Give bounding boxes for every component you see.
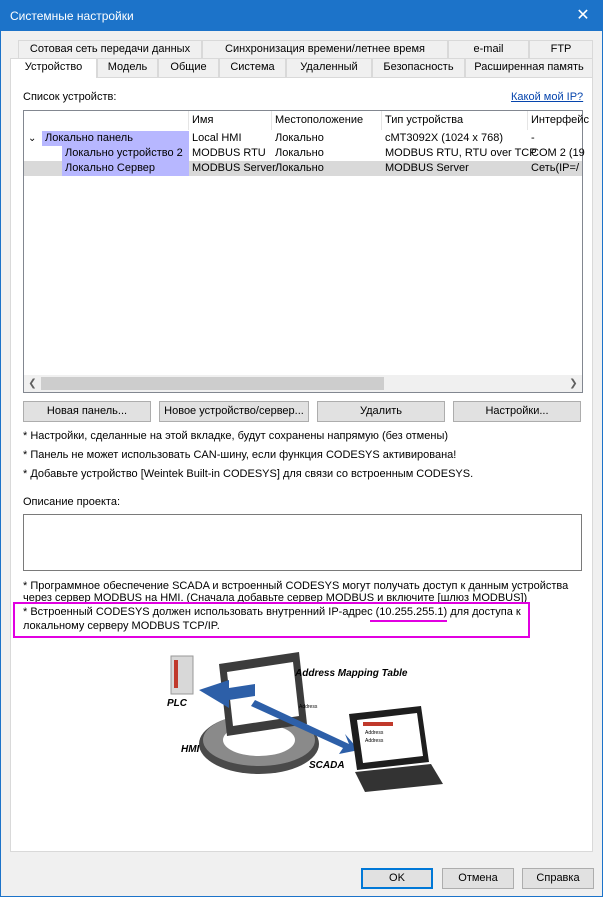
device-location: Локально [275, 147, 324, 159]
device-name: MODBUS Server [192, 162, 276, 174]
diagram-hmi-label: HMI [181, 744, 200, 755]
device-location: Локально [275, 162, 324, 174]
codesys-note-line-2: локальному серверу MODBUS TCP/IP. [23, 620, 220, 632]
device-list[interactable] [23, 110, 589, 393]
tab-row-bottom [10, 58, 593, 77]
settings-button[interactable]: Настройки... [453, 401, 581, 422]
help-button[interactable]: Справка [522, 868, 594, 889]
tab-model[interactable]: Модель [97, 58, 158, 77]
column-header-interface[interactable]: Интерфейс [531, 114, 589, 126]
tab-cellular[interactable]: Сотовая сеть передачи данных [18, 40, 202, 59]
device-row-selected[interactable] [24, 161, 582, 176]
scrollbar-thumb[interactable] [41, 377, 384, 390]
diagram-plc-label: PLC [167, 698, 187, 709]
tab-row-top [10, 40, 593, 59]
scada-note-line-2: через сервер MODBUS на HMI. (Сначала добавьте сервер MODBUS и включите [шлюз MODBUS]) [23, 592, 528, 604]
tab-extended-memory[interactable]: Расширенная память [465, 58, 593, 77]
column-header-name[interactable]: Имя [189, 111, 272, 130]
tree-node-server[interactable]: Локально Сервер [62, 161, 189, 176]
tree-node-panel[interactable]: Локально панель [42, 131, 189, 146]
tab-email[interactable]: e-mail [448, 40, 529, 59]
tab-system[interactable]: Система [219, 58, 286, 77]
column-header-tree[interactable] [24, 111, 189, 130]
ip-address-underline [370, 620, 447, 622]
laptop-table-shape [363, 722, 393, 726]
collapse-chevron-icon[interactable]: ⌄ [28, 133, 37, 144]
diagram-address-label-1: Address [299, 704, 318, 710]
device-interface: COM 2 (19 [531, 147, 585, 159]
column-header-location[interactable]: Местоположение [272, 111, 382, 130]
scada-note-line-1: * Программное обеспечение SCADA и встроенный CODESYS могут получать доступ к данным устройства [23, 580, 569, 592]
note-codesys-device: * Добавьте устройство [Weintek Built-in CODESYS] для связи со встроенным CODESYS. [23, 468, 474, 480]
project-description-field[interactable] [23, 514, 582, 571]
diagram-scada-label: SCADA [309, 760, 345, 771]
device-type: cMT3092X (1024 x 768) [385, 132, 504, 144]
my-ip-link[interactable]: Какой мой IP? [511, 91, 584, 103]
horizontal-scrollbar[interactable] [24, 375, 582, 392]
diagram-address-label-3: Address [365, 738, 384, 744]
device-row[interactable] [24, 131, 582, 146]
tab-device[interactable]: Устройство [10, 58, 97, 78]
device-name: Local HMI [192, 132, 242, 144]
note-settings: * Настройки, сделанные на этой вкладке, будут сохранены напрямую (без отмены) [23, 430, 449, 442]
tab-security[interactable]: Безопасность [372, 58, 465, 77]
delete-button[interactable]: Удалить [317, 401, 445, 422]
device-name: MODBUS RTU [192, 147, 266, 159]
column-header-type[interactable]: Тип устройства [382, 111, 528, 130]
device-location: Локально [275, 132, 324, 144]
ok-button[interactable]: OK [361, 868, 433, 889]
scroll-left-icon[interactable]: ❮ [28, 378, 37, 389]
title-bar [1, 1, 602, 31]
new-device-button[interactable]: Новое устройство/сервер... [159, 401, 309, 422]
close-icon[interactable]: ✕ [576, 7, 590, 24]
project-description-label: Описание проекта: [23, 496, 121, 508]
plc-stripe-shape [174, 660, 178, 688]
tab-ftp[interactable]: FTP [529, 40, 593, 59]
tab-time-sync[interactable]: Синхронизация времени/летнее время [202, 40, 448, 59]
scroll-right-icon[interactable]: ❯ [569, 378, 578, 389]
tab-remote[interactable]: Удаленный [286, 58, 372, 77]
diagram-address-label-2: Address [365, 730, 384, 736]
tab-general[interactable]: Общие [158, 58, 219, 77]
device-row[interactable] [24, 146, 585, 161]
note-can-bus: * Панель не может использовать CAN-шину, если функция CODESYS активирована! [23, 449, 457, 461]
device-interface: - [531, 132, 535, 144]
address-mapping-diagram [159, 644, 444, 794]
window-title: Системные настройки [10, 9, 134, 23]
device-type: MODBUS RTU, RTU over TCP [385, 147, 537, 159]
device-list-header [24, 111, 589, 130]
cancel-button[interactable]: Отмена [442, 868, 514, 889]
tree-node-device-2[interactable]: Локально устройство 2 [62, 146, 189, 161]
address-mapping-illustration [159, 644, 444, 794]
device-type: MODBUS Server [385, 162, 469, 174]
device-list-label: Список устройств: [23, 91, 117, 103]
new-panel-button[interactable]: Новая панель... [23, 401, 151, 422]
device-interface: Сеть(IP=/ [531, 162, 580, 174]
diagram-title: Address Mapping Table [295, 668, 408, 679]
codesys-note-line-1: * Встроенный CODESYS должен использовать внутренний IP-адрес (10.255.255.1) для доступа к [23, 606, 521, 618]
